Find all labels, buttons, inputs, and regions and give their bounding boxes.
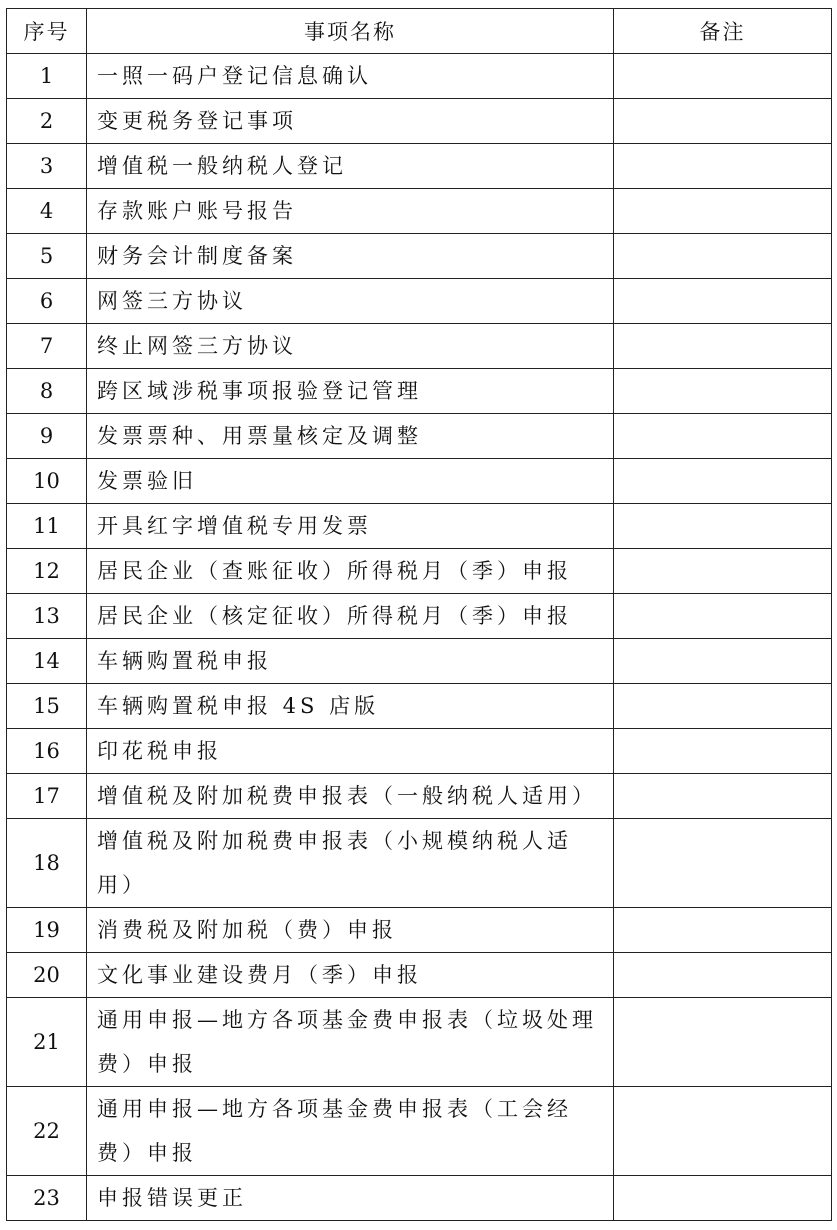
table-row	[7, 369, 832, 414]
row-number: 16	[7, 729, 87, 774]
row-item-name: 发票票种、用票量核定及调整	[87, 414, 614, 459]
row-note	[614, 369, 832, 414]
header-number: 序号	[7, 9, 87, 54]
row-number: 13	[7, 594, 87, 639]
row-item-name: 文化事业建设费月（季）申报	[87, 953, 614, 998]
row-item-name: 网签三方协议	[87, 279, 614, 324]
row-item-name: 增值税及附加税费申报表（小规模纳税人适用）	[87, 819, 614, 908]
row-number: 12	[7, 549, 87, 594]
header-note: 备注	[614, 9, 832, 54]
row-number: 1	[7, 54, 87, 99]
row-item-name: 居民企业（核定征收）所得税月（季）申报	[87, 594, 614, 639]
row-item-name: 存款账户账号报告	[87, 189, 614, 234]
row-item-name: 通用申报—地方各项基金费申报表（工会经费）申报	[87, 1087, 614, 1176]
row-item-name: 发票验旧	[87, 459, 614, 504]
row-note	[614, 549, 832, 594]
table-header-row	[7, 9, 832, 54]
row-note	[614, 99, 832, 144]
row-item-name: 居民企业（查账征收）所得税月（季）申报	[87, 549, 614, 594]
row-number: 6	[7, 279, 87, 324]
row-item-name: 通用申报—地方各项基金费申报表（垃圾处理费）申报	[87, 998, 614, 1087]
table-row	[7, 953, 832, 998]
table-row	[7, 729, 832, 774]
table-row	[7, 234, 832, 279]
row-note	[614, 279, 832, 324]
row-note	[614, 504, 832, 549]
row-number: 4	[7, 189, 87, 234]
row-number: 20	[7, 953, 87, 998]
row-number: 10	[7, 459, 87, 504]
row-item-name: 车辆购置税申报	[87, 639, 614, 684]
table-row	[7, 144, 832, 189]
row-number: 22	[7, 1087, 87, 1176]
row-number: 5	[7, 234, 87, 279]
row-item-name: 消费税及附加税（费）申报	[87, 908, 614, 953]
row-number: 3	[7, 144, 87, 189]
row-note	[614, 54, 832, 99]
row-item-name: 一照一码户登记信息确认	[87, 54, 614, 99]
row-note	[614, 953, 832, 998]
row-item-name: 申报错误更正	[87, 1176, 614, 1221]
table-row	[7, 414, 832, 459]
table-row	[7, 1087, 832, 1176]
row-note	[614, 234, 832, 279]
row-note	[614, 459, 832, 504]
table-row	[7, 504, 832, 549]
table-row	[7, 639, 832, 684]
row-note	[614, 414, 832, 459]
row-item-name: 跨区域涉税事项报验登记管理	[87, 369, 614, 414]
row-note	[614, 144, 832, 189]
table-row	[7, 549, 832, 594]
row-number: 17	[7, 774, 87, 819]
header-item-name: 事项名称	[87, 9, 614, 54]
row-number: 19	[7, 908, 87, 953]
row-item-name: 财务会计制度备案	[87, 234, 614, 279]
row-number: 14	[7, 639, 87, 684]
row-number: 9	[7, 414, 87, 459]
table-row	[7, 684, 832, 729]
table-row	[7, 54, 832, 99]
table-row	[7, 324, 832, 369]
row-item-name: 车辆购置税申报 4S 店版	[87, 684, 614, 729]
row-number: 11	[7, 504, 87, 549]
row-note	[614, 729, 832, 774]
row-number: 2	[7, 99, 87, 144]
row-item-name: 印花税申报	[87, 729, 614, 774]
row-note	[614, 1087, 832, 1176]
table-row	[7, 908, 832, 953]
row-number: 8	[7, 369, 87, 414]
row-note	[614, 684, 832, 729]
table-row	[7, 1176, 832, 1221]
table-row	[7, 819, 832, 908]
table-row	[7, 99, 832, 144]
row-item-name: 增值税一般纳税人登记	[87, 144, 614, 189]
row-note	[614, 594, 832, 639]
row-number: 23	[7, 1176, 87, 1221]
table-row	[7, 774, 832, 819]
row-item-name: 增值税及附加税费申报表（一般纳税人适用）	[87, 774, 614, 819]
row-note	[614, 908, 832, 953]
matters-table	[6, 8, 832, 1221]
row-note	[614, 774, 832, 819]
row-note	[614, 819, 832, 908]
table-row	[7, 279, 832, 324]
row-note	[614, 189, 832, 234]
table-row	[7, 998, 832, 1087]
row-item-name: 终止网签三方协议	[87, 324, 614, 369]
table-row	[7, 189, 832, 234]
table-row	[7, 594, 832, 639]
row-number: 15	[7, 684, 87, 729]
row-item-name: 变更税务登记事项	[87, 99, 614, 144]
row-number: 7	[7, 324, 87, 369]
row-item-name: 开具红字增值税专用发票	[87, 504, 614, 549]
row-note	[614, 1176, 832, 1221]
row-note	[614, 639, 832, 684]
row-note	[614, 998, 832, 1087]
row-number: 21	[7, 998, 87, 1087]
table-row	[7, 459, 832, 504]
row-number: 18	[7, 819, 87, 908]
row-note	[614, 324, 832, 369]
